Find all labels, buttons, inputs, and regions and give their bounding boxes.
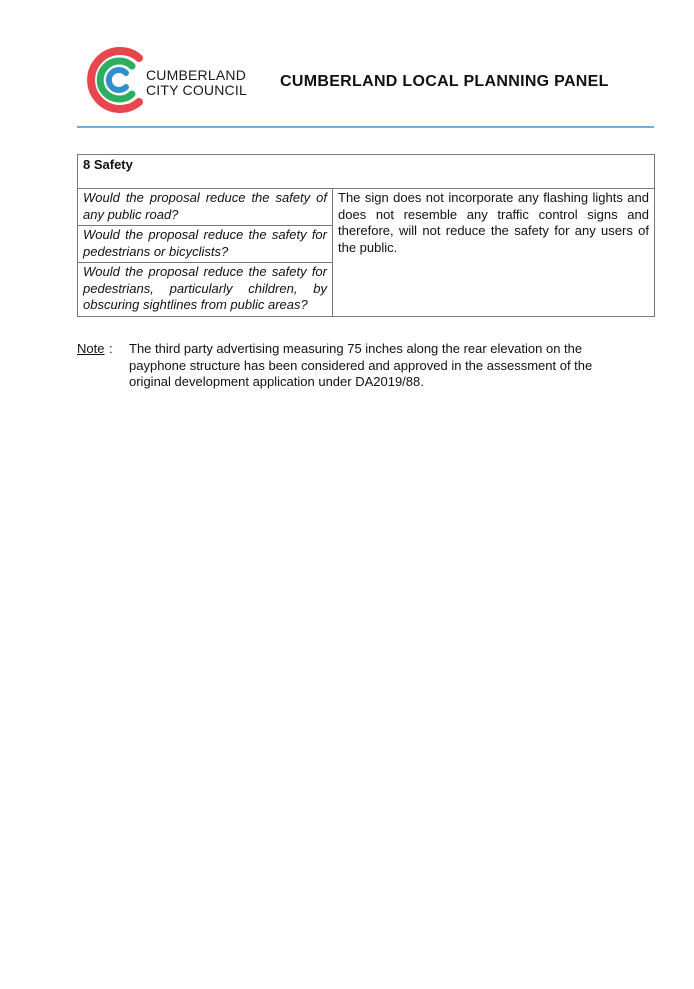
org-name-line1: CUMBERLAND: [146, 67, 247, 83]
section-title: 8 Safety: [78, 155, 655, 189]
note-text: The third party advertising measuring 75 inches along the rear elevation on the payphone structure has been considered and approved in the assessment of the original development application under DA2019/88.: [129, 341, 593, 389]
question-cell: Would the proposal reduce the safety for pedestrians or bicyclists?: [78, 226, 333, 263]
question-cell: Would the proposal reduce the safety of any public road?: [78, 189, 333, 226]
note-colon: :: [109, 341, 113, 356]
note-label: Note: [77, 341, 105, 356]
org-name-line2: CITY COUNCIL: [146, 82, 247, 98]
organisation-name: [146, 68, 247, 98]
cumberland-logo-icon: [82, 44, 148, 116]
table-header-row: [78, 155, 655, 189]
page-header: [0, 0, 694, 130]
answer-cell: The sign does not incorporate any flashing lights and does not resemble any traffic control signs and therefore, will not reduce the safety for any users of the public.: [333, 189, 655, 317]
note-paragraph: [77, 341, 637, 391]
panel-title: CUMBERLAND LOCAL PLANNING PANEL: [280, 73, 609, 90]
table-row: [78, 189, 655, 226]
safety-assessment-table: [77, 154, 655, 317]
header-divider: [77, 126, 654, 128]
question-cell: Would the proposal reduce the safety for pedestrians, particularly children, by obscuring sightlines from public areas?: [78, 263, 333, 317]
